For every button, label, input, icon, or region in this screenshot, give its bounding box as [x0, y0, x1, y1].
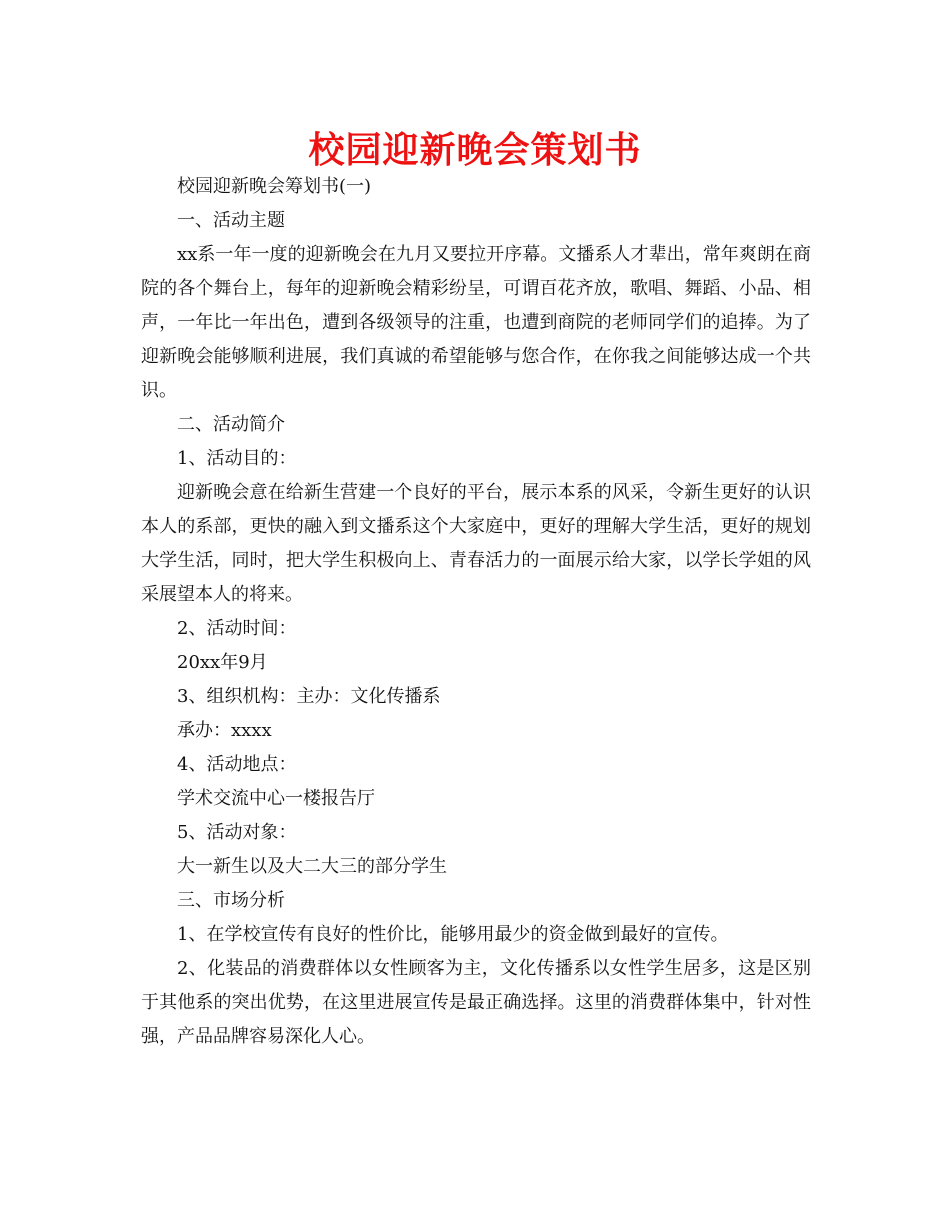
subheading-organizer: 3、组织机构：主办：文化传播系 — [177, 686, 441, 707]
paragraph-market-point-2: 2、化装品的消费群体以女性顾客为主，文化传播系以女性学生居多，这是区别于其他系的突出优势，在这里进展宣传是最正确选择。这里的消费群体集中，针对性强，产品品牌容易深化人心。 — [141, 958, 811, 1047]
subheading-purpose: 1、活动目的： — [177, 448, 297, 469]
paragraph-purpose-body: 迎新晚会意在给新生营建一个良好的平台，展示本系的风采，令新生更好的认识本人的系部，更快的融入到文播系这个大家庭中，更好的理解大学生活，更好的规划大学生活，同时，把大学生积极向上、青春活力的一面展示给大家，以学长学姐的风采展望本人的将来。 — [141, 482, 811, 605]
heading-activity-theme: 一、活动主题 — [177, 210, 285, 231]
subheading-audience: 5、活动对象： — [177, 822, 297, 843]
subheading-time: 2、活动时间： — [177, 618, 297, 639]
paragraph-theme-body: xx系一年一度的迎新晚会在九月又要拉开序幕。文播系人才辈出，常年爽朗在商院的各个舞台上，每年的迎新晚会精彩纷呈，可谓百花齐放，歌唱、舞蹈、小品、相声，一年比一年出色，遭到各级领导的注重，也遭到商院的老师同学们的追捧。为了迎新晚会能够顺利进展，我们真诚的希望能够与您合作，在你我之间能够达成一个共识。 — [141, 244, 811, 401]
document-body — [141, 170, 811, 1054]
heading-activity-intro: 二、活动简介 — [177, 414, 285, 435]
paragraph-subtitle: 校园迎新晚会筹划书(一) — [177, 176, 372, 197]
subheading-location: 4、活动地点： — [177, 754, 297, 775]
paragraph-market-point-1: 1、在学校宣传有良好的性价比，能够用最少的资金做到最好的宣传。 — [177, 924, 729, 945]
heading-market-analysis: 三、市场分析 — [177, 890, 285, 911]
paragraph-location-value: 学术交流中心一楼报告厅 — [177, 788, 375, 809]
paragraph-co-organizer: 承办：xxxx — [177, 720, 272, 741]
document-title: 校园迎新晚会策划书 — [308, 129, 642, 171]
paragraph-time-value: 20xx年9月 — [177, 652, 268, 673]
paragraph-audience-value: 大一新生以及大二大三的部分学生 — [177, 856, 447, 877]
